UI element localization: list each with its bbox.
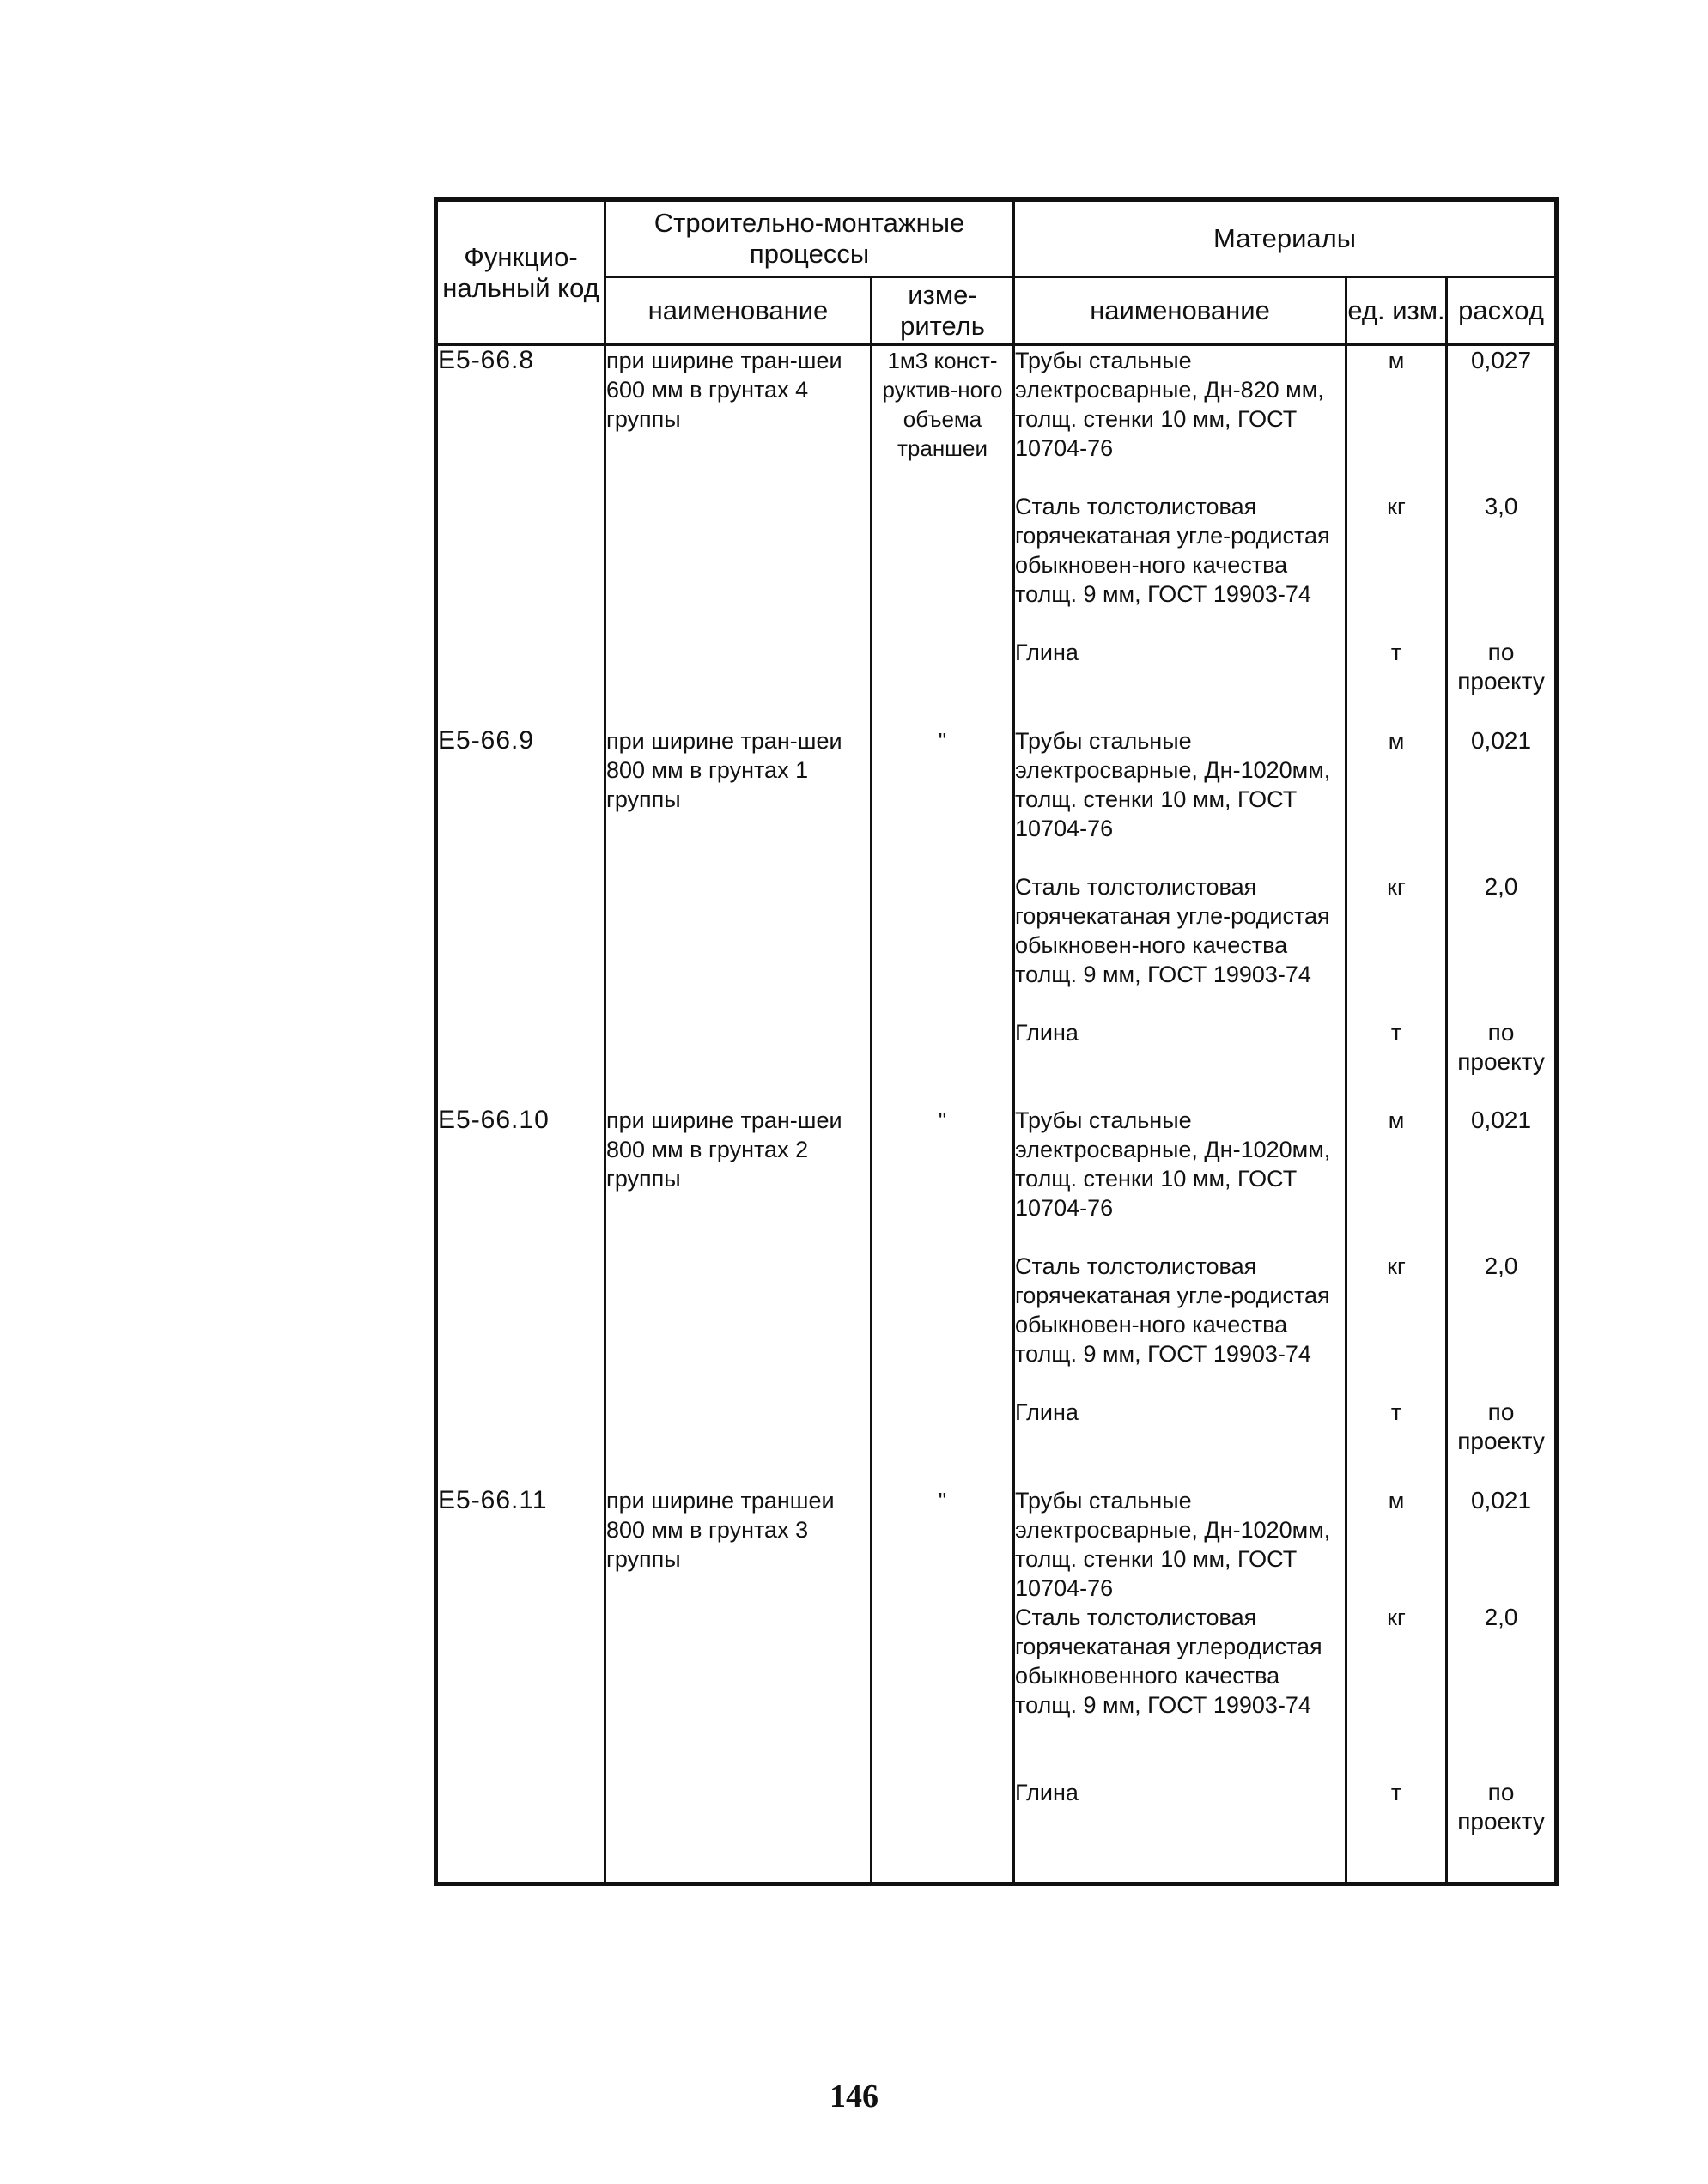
- header-code: Функцио-нальный код: [436, 200, 605, 345]
- material-name: Глина: [1015, 1780, 1079, 1806]
- material-unit: т: [1390, 640, 1402, 665]
- row-materials: [1014, 345, 1346, 726]
- material-name: Трубы стальные электросварные, Дн-1020мм, толщ. стенки 10 мм, ГОСТ 10704-76: [1015, 1107, 1331, 1222]
- header-material-rate: расход: [1447, 277, 1557, 345]
- row-code: Е5-66.9: [436, 726, 605, 1107]
- row-code: Е5-66.11: [436, 1486, 605, 1884]
- norms-table: [434, 197, 1559, 1886]
- material-unit: м: [1388, 348, 1405, 373]
- material-name: Трубы стальные электросварные, Дн-1020мм, толщ. стенки 10 мм, ГОСТ 10704-76: [1015, 727, 1331, 841]
- material-name: Трубы стальные электросварные, Дн-1020мм, толщ. стенки 10 мм, ГОСТ 10704-76: [1015, 1488, 1331, 1602]
- row-materials: [1014, 1106, 1346, 1486]
- material-unit: т: [1390, 1780, 1402, 1806]
- material-rate: по проекту: [1457, 639, 1545, 695]
- material-name: Глина: [1015, 1019, 1079, 1046]
- material-unit: кг: [1387, 873, 1406, 900]
- page-number: 146: [830, 2078, 878, 2114]
- row-units: [1346, 1486, 1447, 1884]
- row-code: Е5-66.10: [436, 1106, 605, 1486]
- row-code: Е5-66.8: [436, 345, 605, 726]
- row-rates: [1447, 726, 1557, 1107]
- header-material-unit: ед. изм.: [1346, 277, 1447, 345]
- row-materials: [1014, 1486, 1346, 1884]
- material-rate: 2,0: [1484, 1604, 1518, 1631]
- material-rate: 3,0: [1484, 493, 1518, 519]
- material-unit: кг: [1387, 1253, 1406, 1280]
- material-rate: 0,021: [1470, 726, 1532, 754]
- material-rate: 2,0: [1484, 1253, 1518, 1280]
- material-unit: м: [1388, 1488, 1405, 1514]
- row-units: [1346, 726, 1447, 1107]
- material-rate: по проекту: [1457, 1018, 1545, 1075]
- material-name: Трубы стальные электросварные, Дн-820 мм, толщ. стенки 10 мм, ГОСТ 10704-76: [1015, 348, 1324, 461]
- header-process-name: наименование: [605, 277, 872, 345]
- row-units: [1346, 345, 1447, 726]
- row-meter: ": [872, 1486, 1014, 1884]
- material-rate: по проекту: [1457, 1398, 1545, 1455]
- material-unit: кг: [1387, 494, 1406, 519]
- material-unit: кг: [1387, 1605, 1406, 1631]
- header-materials: Материалы: [1014, 200, 1557, 277]
- table-row: [436, 1486, 1557, 1884]
- row-rates: [1447, 1486, 1557, 1884]
- material-name: Глина: [1015, 1399, 1079, 1426]
- material-unit: т: [1390, 1399, 1402, 1426]
- row-meter: 1м3 конст-руктив-ного объема траншеи: [872, 345, 1014, 726]
- row-meter: ": [872, 1106, 1014, 1486]
- material-rate: 0,027: [1470, 347, 1532, 373]
- header-material-name: наименование: [1014, 277, 1346, 345]
- header-process-meter: изме-ритель: [872, 277, 1014, 345]
- row-process: при ширине тран-шеи 600 мм в грунтах 4 группы: [605, 345, 872, 726]
- material-rate: 2,0: [1484, 872, 1518, 900]
- material-name: Сталь толстолистовая горячекатаная угле-родистая обыкновен-ного качества толщ. 9 мм, ГОСТ 19903-74: [1015, 873, 1330, 987]
- material-name: Глина: [1015, 640, 1079, 665]
- material-rate: 0,021: [1470, 1487, 1532, 1514]
- header-processes: Строительно-монтажные процессы: [605, 200, 1014, 277]
- material-name: Сталь толстолистовая горячекатаная угле-родистая обыкновен-ного качества толщ. 9 мм, ГОСТ 19903-74: [1015, 1253, 1330, 1368]
- material-unit: м: [1388, 727, 1405, 754]
- row-process: при ширине тран-шеи 800 мм в грунтах 1 группы: [605, 726, 872, 1107]
- row-process: при ширине траншеи 800 мм в грунтах 3 группы: [605, 1486, 872, 1884]
- row-materials: [1014, 726, 1346, 1107]
- row-meter: ": [872, 726, 1014, 1107]
- table-row: [436, 726, 1557, 1107]
- table-row: [436, 1106, 1557, 1486]
- material-name: Сталь толстолистовая горячекатаная углеродистая обыкновенного качества толщ. 9 мм, ГОСТ 19903-74: [1015, 1605, 1322, 1719]
- material-name: Сталь толстолистовая горячекатаная угле-родистая обыкновен-ного качества толщ. 9 мм, ГОСТ 19903-74: [1015, 494, 1330, 607]
- material-unit: м: [1388, 1107, 1405, 1134]
- row-process: при ширине тран-шеи 800 мм в грунтах 2 группы: [605, 1106, 872, 1486]
- row-units: [1346, 1106, 1447, 1486]
- material-rate: по проекту: [1457, 1779, 1545, 1835]
- row-rates: [1447, 1106, 1557, 1486]
- table-row: [436, 345, 1557, 726]
- material-rate: 0,021: [1470, 1107, 1532, 1134]
- material-unit: т: [1390, 1019, 1402, 1046]
- row-rates: [1447, 345, 1557, 726]
